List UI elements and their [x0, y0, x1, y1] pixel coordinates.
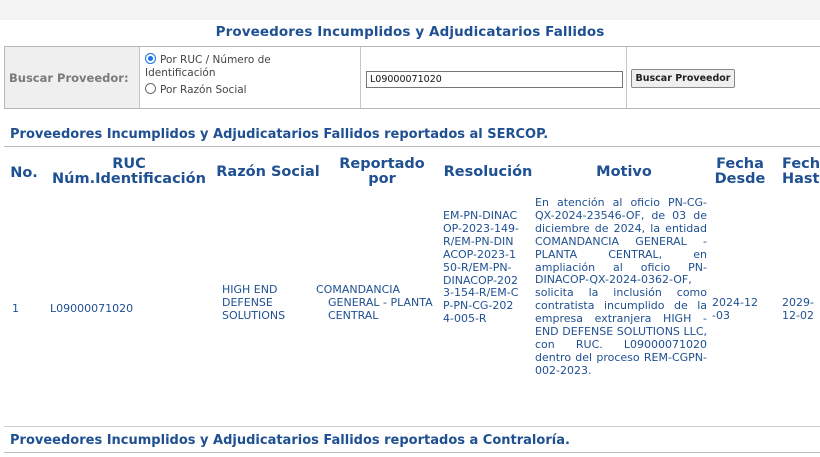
header-fecha-hasta-line2: Hast: [782, 171, 820, 187]
page-title: Proveedores Incumplidos y Adjudicatarios Fallidos: [215, 24, 605, 40]
row1-fecha-hasta: 2029-12-02: [782, 297, 814, 322]
section-title-contraloria: Proveedores Incumplidos y Adjudicatarios Fallidos reportados a Contraloría.: [10, 433, 570, 448]
option-razon-label: Por Razón Social: [160, 84, 247, 96]
search-input-cell: [362, 47, 627, 108]
row1-reportado-por: COMANDANCIA GENERAL - PLANTA CENTRAL: [316, 283, 433, 322]
header-fecha-hasta-line1: Fech: [782, 156, 820, 172]
row1-no: 1: [12, 302, 19, 315]
row1-resolucion: EM-PN-DINACOP-2023-149-R/EM-PN-DINACOP-2023-150-R/EM-PN-DINACOP-2023-154-R/EM-CP-PN-CG-2024-005-R: [443, 209, 519, 326]
search-label-cell: [5, 47, 140, 108]
header-ruc: [50, 157, 208, 187]
header-resolucion: Resolución: [443, 164, 533, 180]
top-bar: [0, 0, 820, 20]
row1-motivo: En atención al oficio PN-CG-QX-2024-23546-OF, de 03 de diciembre de 2024, la entidad COMANDANCIA GENERAL - PLANTA CENTRAL, en ampliación al oficio PN-DINACOP-QX-2024-0362-OF, solicita la inclusión como contratista incumplido de la empresa extranjera HIGH - END DEFENSE SOLUTIONS LLC, con RUC. L09000071020 dentro del proceso REM-CGPN-002-2023.: [535, 196, 707, 377]
search-button-cell: [628, 47, 820, 108]
header-ruc-line1: RUC: [112, 156, 146, 172]
radio-ruc[interactable]: [145, 53, 156, 64]
radio-razon-social[interactable]: [145, 83, 156, 94]
section-divider: [4, 146, 820, 147]
row1-fecha-desde: 2024-12-03: [712, 296, 758, 322]
row-divider: [4, 426, 820, 427]
search-mode-options: [141, 47, 361, 108]
search-label: Buscar Proveedor:: [9, 70, 129, 85]
header-fecha-hasta: [782, 157, 820, 187]
header-reportado-line1: Reportado: [339, 156, 425, 172]
header-motivo: Motivo: [596, 164, 652, 180]
option-ruc-label-cont: Identificación: [145, 67, 216, 79]
search-panel: [4, 46, 820, 109]
header-fecha-desde: [712, 157, 768, 187]
section-title-sercop: Proveedores Incumplidos y Adjudicatarios Fallidos reportados al SERCOP.: [10, 127, 549, 142]
row1-razon-social: HIGH END DEFENSE SOLUTIONS: [222, 283, 286, 322]
option-ruc[interactable]: [145, 53, 360, 67]
header-reportado-line2: por: [368, 171, 396, 187]
header-ruc-line2: Núm.Identificación: [52, 171, 206, 187]
header-no: No.: [10, 165, 38, 181]
header-fecha-desde-line2: Desde: [714, 171, 766, 187]
search-input[interactable]: [366, 71, 623, 88]
row1-ruc: L09000071020: [50, 302, 134, 315]
header-reportado-por: [326, 157, 438, 187]
header-fecha-desde-line1: Fecha: [716, 156, 764, 172]
option-ruc-label: Por RUC / Número de: [160, 54, 271, 66]
section-divider: [4, 452, 820, 453]
search-button[interactable]: Buscar Proveedor: [631, 69, 735, 88]
header-razon-social: Razón Social: [216, 164, 320, 180]
option-razon[interactable]: [145, 83, 360, 96]
